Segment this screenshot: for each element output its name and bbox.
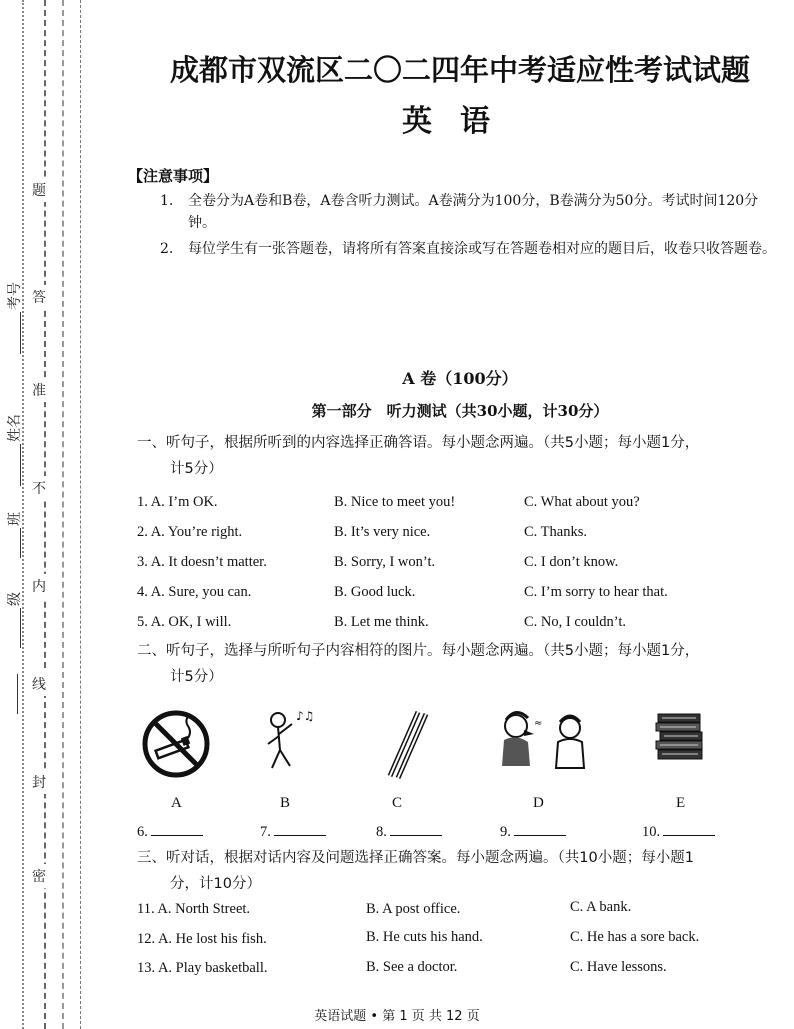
margin-dash-line: [62, 0, 64, 1029]
exam-title: 成都市双流区二〇二四年中考适应性考试试题: [169, 53, 750, 87]
note-text: 全卷分为A卷和B卷，A卷含听力测试。A卷满分为100分，B卷满分为50分。考试时间120分钟。: [188, 193, 759, 231]
chopsticks-icon: [382, 708, 432, 784]
section-a-title: A 卷（100分）: [402, 369, 518, 388]
note-number: 1.: [160, 193, 174, 209]
option-b: B. It’s very nice.: [334, 524, 431, 540]
svg-text:≈: ≈: [534, 718, 543, 729]
part1-instruction: [137, 430, 787, 482]
seal-char: 内: [32, 574, 46, 598]
singing-person-icon: [260, 708, 320, 782]
seal-char: 线: [32, 672, 46, 696]
option-b: B. Sorry, I won’t.: [334, 554, 436, 570]
option-a: 1. A. I’m OK.: [137, 494, 218, 510]
option-b: B. Nice to meet you!: [334, 494, 456, 510]
option-c: C. What about you?: [524, 494, 640, 510]
option-a: 12. A. He lost his fish.: [137, 931, 267, 947]
option-c: C. A bank.: [570, 899, 632, 915]
option-a: 5. A. OK, I will.: [137, 614, 232, 630]
instruction-line: 计5分）: [170, 461, 223, 477]
option-b: B. Let me think.: [334, 614, 429, 630]
answer-blank: 10.: [642, 822, 715, 841]
seal-char: 题: [32, 178, 46, 202]
book-stack-icon: [652, 708, 708, 768]
answer-blank: 6.: [137, 822, 203, 841]
margin-label-exam-number: 考号: [4, 282, 24, 356]
picture-label: E: [676, 795, 686, 811]
picture-label: C: [392, 795, 403, 811]
margin-label-class: 班: [4, 512, 24, 560]
option-c: C. He has a sore back.: [570, 929, 700, 945]
note-item: [160, 190, 785, 234]
option-c: C. I don’t know.: [524, 554, 619, 570]
note-number: 2.: [160, 241, 174, 257]
answer-blank: 7.: [260, 822, 326, 841]
page-footer: 英语试题 • 第 1 页 共 12 页: [314, 1009, 480, 1024]
notes-heading: 【注意事项】: [128, 167, 219, 185]
seal-char: 准: [32, 378, 46, 402]
option-c: C. No, I couldn’t.: [524, 614, 627, 630]
instruction-line: 分，计10分）: [170, 876, 261, 892]
instruction-line: 三、听对话，根据对话内容及问题选择正确答案。每小题念两遍。（共10小题；每小题1: [137, 850, 694, 866]
instruction-line: 计5分）: [170, 669, 223, 685]
option-b: B. Good luck.: [334, 584, 416, 600]
subject-title: 英语: [402, 104, 518, 139]
svg-text:♪♫: ♪♫: [296, 709, 315, 723]
option-a: 4. A. Sure, you can.: [137, 584, 252, 600]
part3-instruction: [137, 845, 787, 897]
part-one-title: 第一部分 听力测试（共30小题，计30分）: [311, 402, 609, 420]
instruction-line: 一、听句子，根据所听到的内容选择正确答语。每小题念两遍。（共5小题；每小题1分，: [137, 435, 700, 451]
answer-blank: 9.: [500, 822, 566, 841]
note-item: [160, 238, 785, 260]
binding-margin: [0, 0, 120, 1029]
option-c: C. Have lessons.: [570, 959, 667, 975]
seal-char: 密: [32, 864, 46, 888]
picture-label: A: [171, 795, 182, 811]
option-c: C. I’m sorry to hear that.: [524, 584, 668, 600]
part2-instruction: [137, 638, 787, 690]
seal-char: 不: [32, 476, 46, 500]
answer-blank: 8.: [376, 822, 442, 841]
option-a: 11. A. North Street.: [137, 901, 251, 917]
option-a: 2. A. You’re right.: [137, 524, 243, 540]
option-b: B. See a doctor.: [366, 959, 458, 975]
option-a: 3. A. It doesn’t matter.: [137, 554, 267, 570]
option-c: C. Thanks.: [524, 524, 587, 540]
picture-label: B: [280, 795, 291, 811]
seal-char: 答: [32, 285, 46, 309]
option-b: B. He cuts his hand.: [366, 929, 483, 945]
note-text: 每位学生有一张答题卷，请将所有答案直接涂或写在答题卷相对应的题目后，收卷只收答题卷。: [188, 241, 776, 257]
no-smoking-icon: [140, 708, 212, 784]
margin-label-name: 姓名: [4, 414, 24, 488]
option-b: B. A post office.: [366, 901, 461, 917]
margin-fill-line: [4, 672, 20, 716]
margin-label-grade: 级: [4, 592, 24, 650]
margin-dash-line: [80, 0, 81, 1029]
seal-char: 封: [32, 770, 46, 794]
picture-label: D: [533, 795, 544, 811]
shouting-people-icon: [500, 708, 590, 778]
instruction-line: 二、听句子，选择与所听句子内容相符的图片。每小题念两遍。（共5小题；每小题1分，: [137, 643, 700, 659]
option-a: 13. A. Play basketball.: [137, 960, 268, 976]
